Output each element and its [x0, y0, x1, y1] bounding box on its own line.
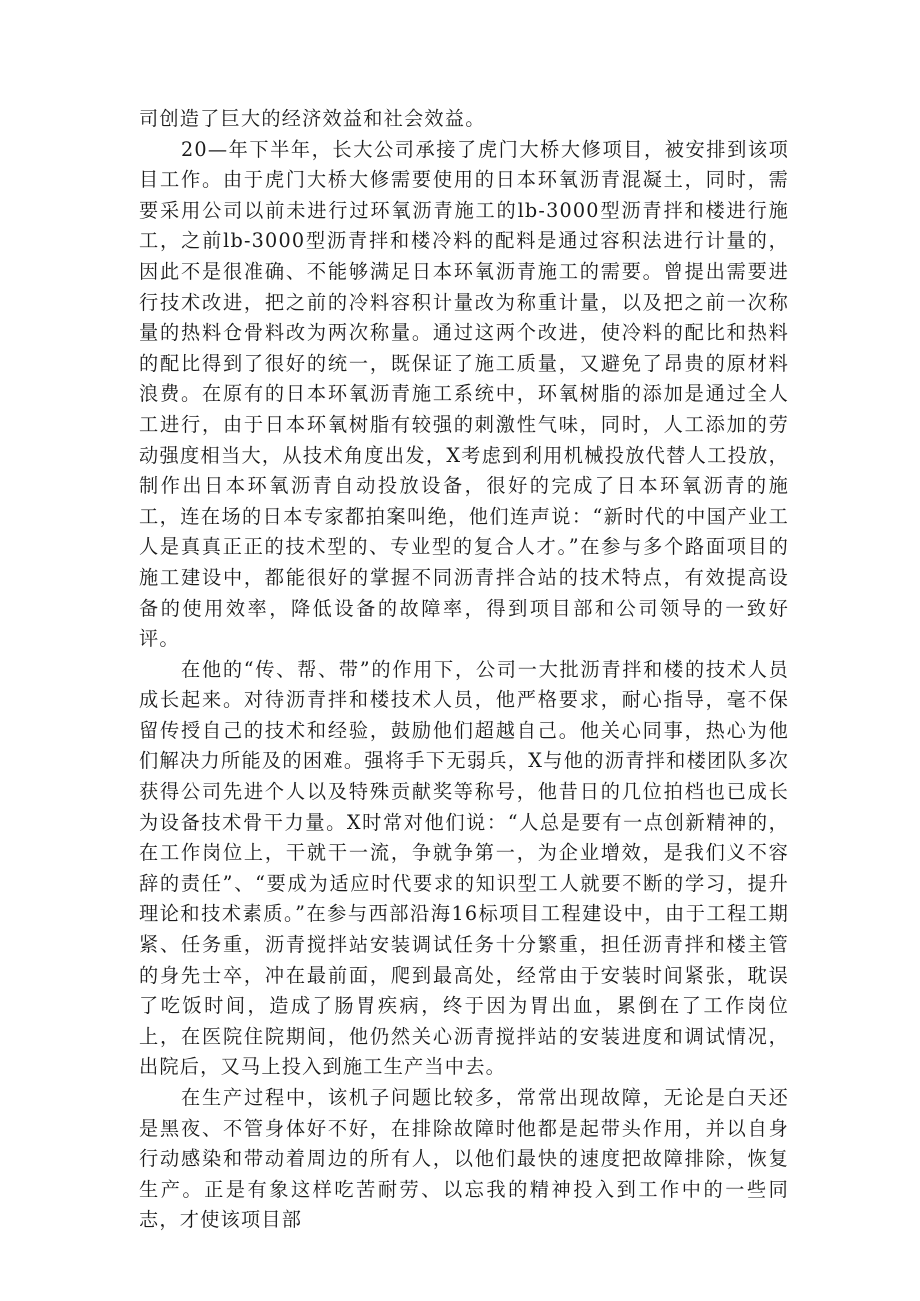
paragraph-continuation: 司创造了巨大的经济效益和社会效益。: [139, 107, 486, 130]
paragraph-humen-bridge-project: 20—年下半年，长大公司承接了虎门大桥大修项目，被安排到该项目工作。由于虎门大桥大修需要使用的日本环氧沥青混凝土，同时，需要采用公司以前未进行过环氧沥青施工的lb-3000型沥青拌和楼进行施工，之前lb-3000型沥青拌和楼冷料的配料是通过容积法进行计量的，因此不是很准确、不能够满足日本环氧沥青施工的需要。曾提出需要进行技术改进，把之前的冷料容积计量改为称重计量，以及把之前一次称量的热料仓骨料改为两次称量。通过这两个改进，使冷料的配比和热料的配比得到了很好的统一，既保证了施工质量，又避免了昂贵的原材料浪费。在原有的日本环氧沥青施工系统中，环氧树脂的添加是通过全人工进行，由于日本环氧树脂有较强的刺激性气味，同时，人工添加的劳动强度相当大，从技术角度出发，X考虑到利用机械投放代替人工投放，制作出日本环氧沥青自动投放设备，很好的完成了日本环氧沥青的施工，连在场的日本专家都拍案叫绝，他们连声说：“新时代的中国产业工人是真真正正的技术型的、专业型的复合人才。”在参与多个路面项目的施工建设中，都能很好的掌握不同沥青拌合站的技术特点，有效提高设备的使用效率，降低设备的故障率，得到项目部和公司领导的一致好评。: [139, 137, 789, 651]
document-page: [139, 104, 789, 1236]
paragraph-production-process: 在生产过程中，该机子问题比较多，常常出现故障，无论是白天还是黑夜、不管身体好不好，在排除故障时他都是起带头作用，并以自身行动感染和带动着周边的所有人，以他们最快的速度把故障排除，恢复生产。正是有象这样吃苦耐劳、以忘我的精神投入到工作中的一些同志，才使该项目部: [139, 1086, 789, 1232]
paragraph-mentoring: 在他的“传、帮、带”的作用下，公司一大批沥青拌和楼的技术人员成长起来。对待沥青拌和楼技术人员，他严格要求，耐心指导，毫不保留传授自己的技术和经验，鼓励他们超越自己。他关心同事，热心为他们解决力所能及的困难。强将手下无弱兵，X与他的沥青拌和楼团队多次获得公司先进个人以及特殊贡献奖等称号，他昔日的几位拍档也已成长为设备技术骨干力量。X时常对他们说：“人总是要有一点创新精神的，在工作岗位上，干就干一流，争就争第一，为企业增效，是我们义不容辞的责任”、“要成为适应时代要求的知识型工人就要不断的学习，提升理论和技术素质。”在参与西部沿海16标项目工程建设中，由于工程工期紧、任务重，沥青搅拌站安装调试任务十分繁重，担任沥青拌和楼主管的身先士卒，冲在最前面，爬到最高处，经常由于安装时间紧张，耽误了吃饭时间，造成了肠胃疾病，终于因为胃出血，累倒在了工作岗位上，在医院住院期间，他仍然关心沥青搅拌站的安装进度和调试情况，出院后，又马上投入到施工生产当中去。: [139, 657, 789, 1079]
